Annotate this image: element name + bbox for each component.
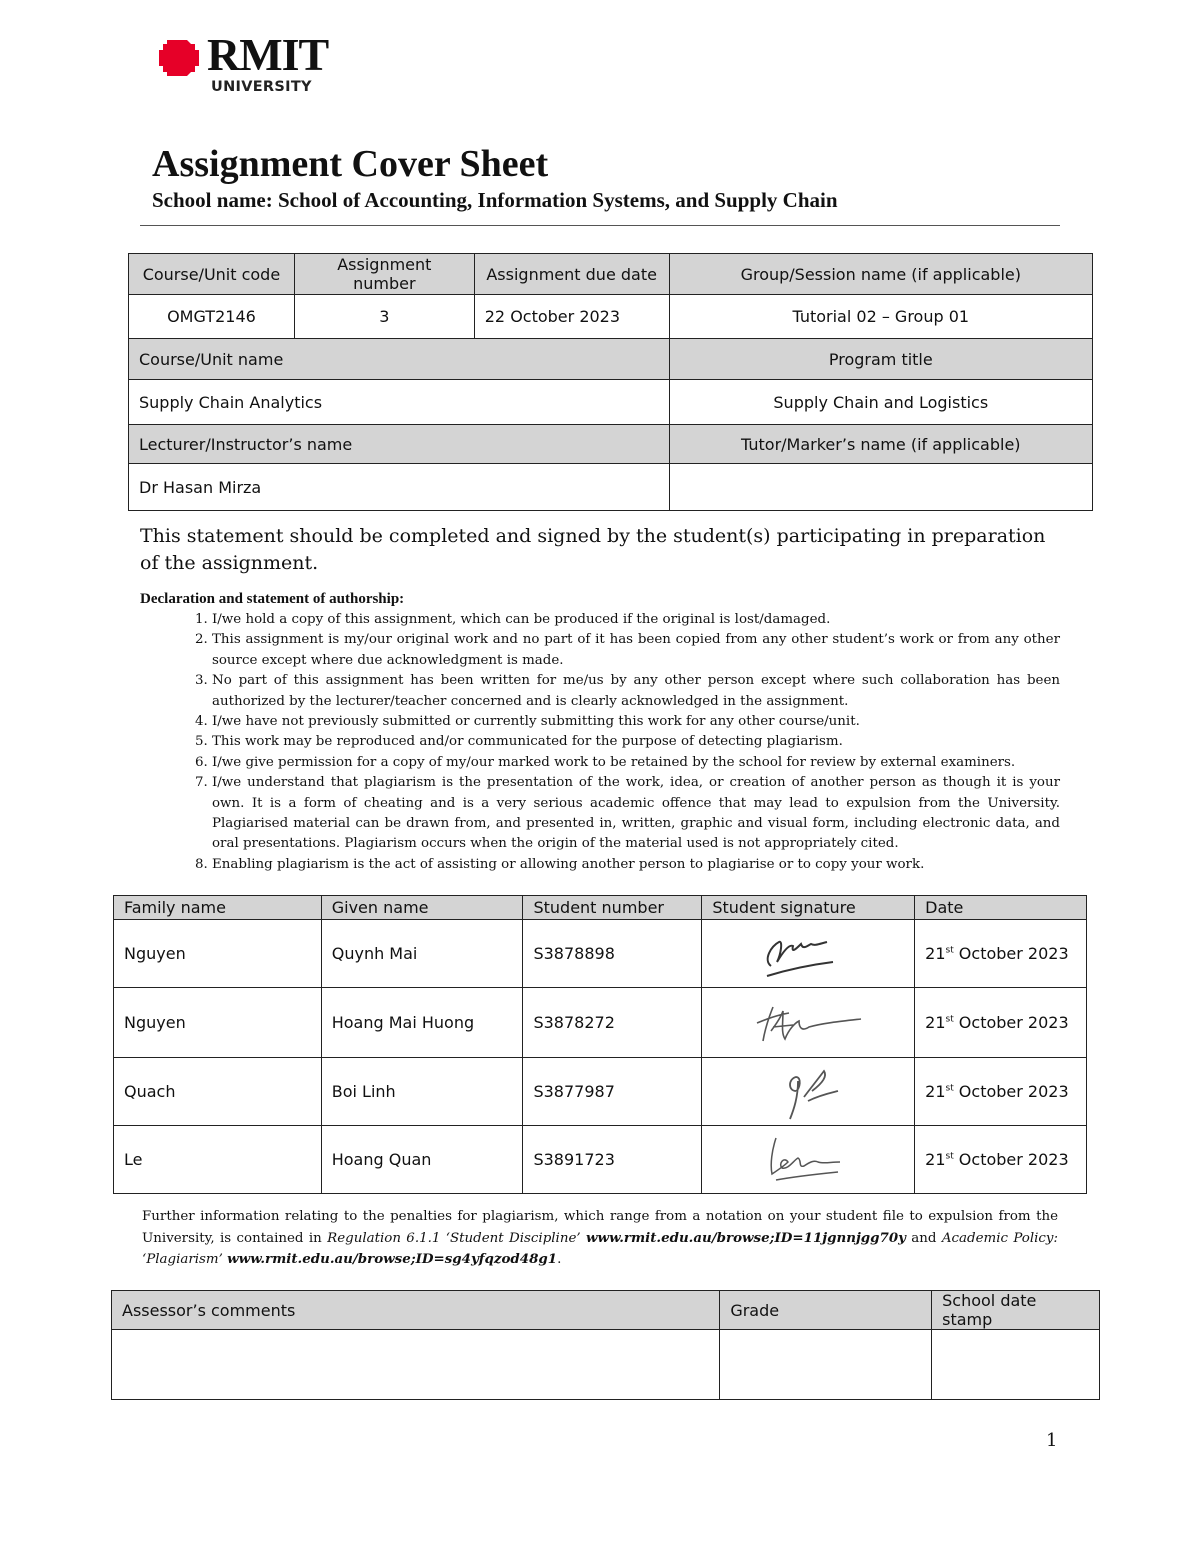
table-row — [114, 1058, 1087, 1126]
declaration-list — [140, 610, 1060, 875]
date-suffix: st — [945, 945, 954, 956]
date-rest: October 2023 — [953, 1013, 1069, 1032]
student-number: S3877987 — [523, 1058, 702, 1126]
date-cell — [915, 988, 1087, 1058]
declaration-item: 4. I/we have not previously submitted or currently submitting this work for any other course/unit. — [212, 712, 1060, 732]
signature-cell — [702, 988, 915, 1058]
header-grade: Grade — [720, 1291, 932, 1330]
header-student-signature: Student signature — [702, 896, 915, 920]
given-name: Hoang Quan — [321, 1126, 523, 1194]
header-assignment-number: Assignment number — [294, 254, 474, 295]
signature-image — [768, 1061, 848, 1123]
assessor-header-row — [112, 1291, 1100, 1330]
assignment-number-value: 3 — [294, 295, 474, 339]
students-table — [113, 895, 1087, 1194]
course-info-table — [128, 253, 1093, 511]
header-family-name: Family name — [114, 896, 322, 920]
page-number: 1 — [1046, 1430, 1058, 1451]
logo-subtitle: UNIVERSITY — [211, 79, 312, 95]
date-day: 21 — [925, 1082, 946, 1101]
unit-program-values-row — [129, 380, 1093, 425]
given-name: Hoang Mai Huong — [321, 988, 523, 1058]
school-name: School name: School of Accounting, Information Systems, and Supply Chain — [152, 188, 838, 212]
unit-program-header-row — [129, 339, 1093, 380]
declaration-item: 7. I/we understand that plagiarism is the presentation of the work, idea, or creation of another person as though it is your own. It is a form of cheating and is a very serious academic offence that may lead to expulsion from the University. Plagiarised material can be drawn from, and presented in, written, graphic and visual form, including electronic data, and oral presentations. Plagiarism occurs when the origin of the material used is not appropriately cited. — [212, 773, 1060, 855]
header-lecturer: Lecturer/Instructor’s name — [129, 425, 670, 464]
declaration-item: 2. This assignment is my/our original work and no part of it has been copied from any other student’s work or from any other source except where due acknowledgment is made. — [212, 630, 1060, 671]
family-name: Quach — [114, 1058, 322, 1126]
date-cell — [915, 1126, 1087, 1194]
title-divider — [140, 225, 1060, 226]
course-code-value: OMGT2146 — [129, 295, 295, 339]
header-tutor: Tutor/Marker’s name (if applicable) — [669, 425, 1092, 464]
date-rest: October 2023 — [953, 944, 1069, 963]
assessor-comments-cell — [112, 1330, 720, 1400]
lecturer-tutor-values-row — [129, 464, 1093, 511]
assessor-table — [111, 1290, 1100, 1400]
date-day: 21 — [925, 1150, 946, 1169]
family-name: Le — [114, 1126, 322, 1194]
further-information — [142, 1207, 1058, 1271]
family-name: Nguyen — [114, 988, 322, 1058]
signature-cell — [702, 920, 915, 988]
date-suffix: st — [945, 1014, 954, 1025]
school-date-stamp-cell — [932, 1330, 1100, 1400]
declaration-item: 1. I/we hold a copy of this assignment, which can be produced if the original is lost/damaged. — [212, 610, 1060, 630]
grade-cell — [720, 1330, 932, 1400]
signature-cell — [702, 1126, 915, 1194]
page-title: Assignment Cover Sheet — [152, 143, 549, 185]
given-name: Boi Linh — [321, 1058, 523, 1126]
header-due-date: Assignment due date — [474, 254, 669, 295]
date-rest: October 2023 — [953, 1150, 1069, 1169]
policy-link[interactable]: www.rmit.edu.au/browse;ID=sg4yfqzod48g1 — [227, 1251, 558, 1268]
date-cell — [915, 1058, 1087, 1126]
signature-image — [758, 1130, 858, 1190]
declaration-item: 8. Enabling plagiarism is the act of assisting or allowing another person to plagiarise or to copy your work. — [212, 855, 1060, 875]
course-info-header-row — [129, 254, 1093, 295]
student-number: S3891723 — [523, 1126, 702, 1194]
header-given-name: Given name — [321, 896, 523, 920]
declaration-item: 3. No part of this assignment has been written for me/us by any other person except where such collaboration has been authorized by the lecturer/teacher concerned and is clearly acknowledged in the assignment. — [212, 671, 1060, 712]
header-program-title: Program title — [669, 339, 1092, 380]
header-course-code: Course/Unit code — [129, 254, 295, 295]
course-info-values-row — [129, 295, 1093, 339]
header-date: Date — [915, 896, 1087, 920]
group-name-value: Tutorial 02 – Group 01 — [669, 295, 1092, 339]
table-row — [114, 920, 1087, 988]
lecturer-value: Dr Hasan Mirza — [129, 464, 670, 511]
further-end: . — [557, 1252, 562, 1268]
students-header-row — [114, 896, 1087, 920]
logo-wordmark: RMIT — [207, 29, 329, 80]
date-rest: October 2023 — [953, 1082, 1069, 1101]
date-suffix: st — [945, 1083, 954, 1094]
date-day: 21 — [925, 1013, 946, 1032]
declaration-section — [140, 591, 1060, 875]
regulation-reference: Regulation 6.1.1 ‘Student Discipline’ — [327, 1230, 581, 1246]
tutor-value — [669, 464, 1092, 511]
further-and: and — [905, 1230, 942, 1246]
completion-statement: This statement should be completed and signed by the student(s) participating in preparation of the assignment. — [140, 525, 1046, 574]
policy-reference: Academic Policy: ‘Plagiarism’ — [142, 1230, 1059, 1268]
declaration-item: 6. I/we give permission for a copy of my/our marked work to be retained by the school for review by external examiners. — [212, 753, 1060, 773]
student-number: S3878272 — [523, 988, 702, 1058]
header-assessor-comments: Assessor’s comments — [112, 1291, 720, 1330]
header-group-name: Group/Session name (if applicable) — [669, 254, 1092, 295]
unit-name-value: Supply Chain Analytics — [129, 380, 670, 425]
date-cell — [915, 920, 1087, 988]
assessor-values-row — [112, 1330, 1100, 1400]
header-student-number: Student number — [523, 896, 702, 920]
further-text: Further information relating to the penalties for plagiarism, which range from a notation on your student file to expulsion from the University, is contained in — [142, 1209, 1058, 1246]
declaration-item: 5. This work may be reproduced and/or communicated for the purpose of detecting plagiarism. — [212, 732, 1060, 752]
declaration-heading: Declaration and statement of authorship: — [140, 591, 405, 607]
student-number: S3878898 — [523, 920, 702, 988]
lecturer-tutor-header-row — [129, 425, 1093, 464]
table-row — [114, 988, 1087, 1058]
program-title-value: Supply Chain and Logistics — [669, 380, 1092, 425]
signature-image — [743, 993, 873, 1053]
header-unit-name: Course/Unit name — [129, 339, 670, 380]
date-day: 21 — [925, 944, 946, 963]
regulation-link[interactable]: www.rmit.edu.au/browse;ID=11jgnnjgg70y — [586, 1229, 906, 1246]
signature-image — [753, 924, 863, 984]
rmit-pixel-logo-icon — [157, 38, 201, 78]
date-suffix: st — [945, 1151, 954, 1162]
family-name: Nguyen — [114, 920, 322, 988]
rmit-logo — [155, 29, 345, 100]
header-school-date-stamp: School date stamp — [932, 1291, 1100, 1330]
table-row — [114, 1126, 1087, 1194]
given-name: Quynh Mai — [321, 920, 523, 988]
due-date-value: 22 October 2023 — [474, 295, 669, 339]
signature-cell — [702, 1058, 915, 1126]
